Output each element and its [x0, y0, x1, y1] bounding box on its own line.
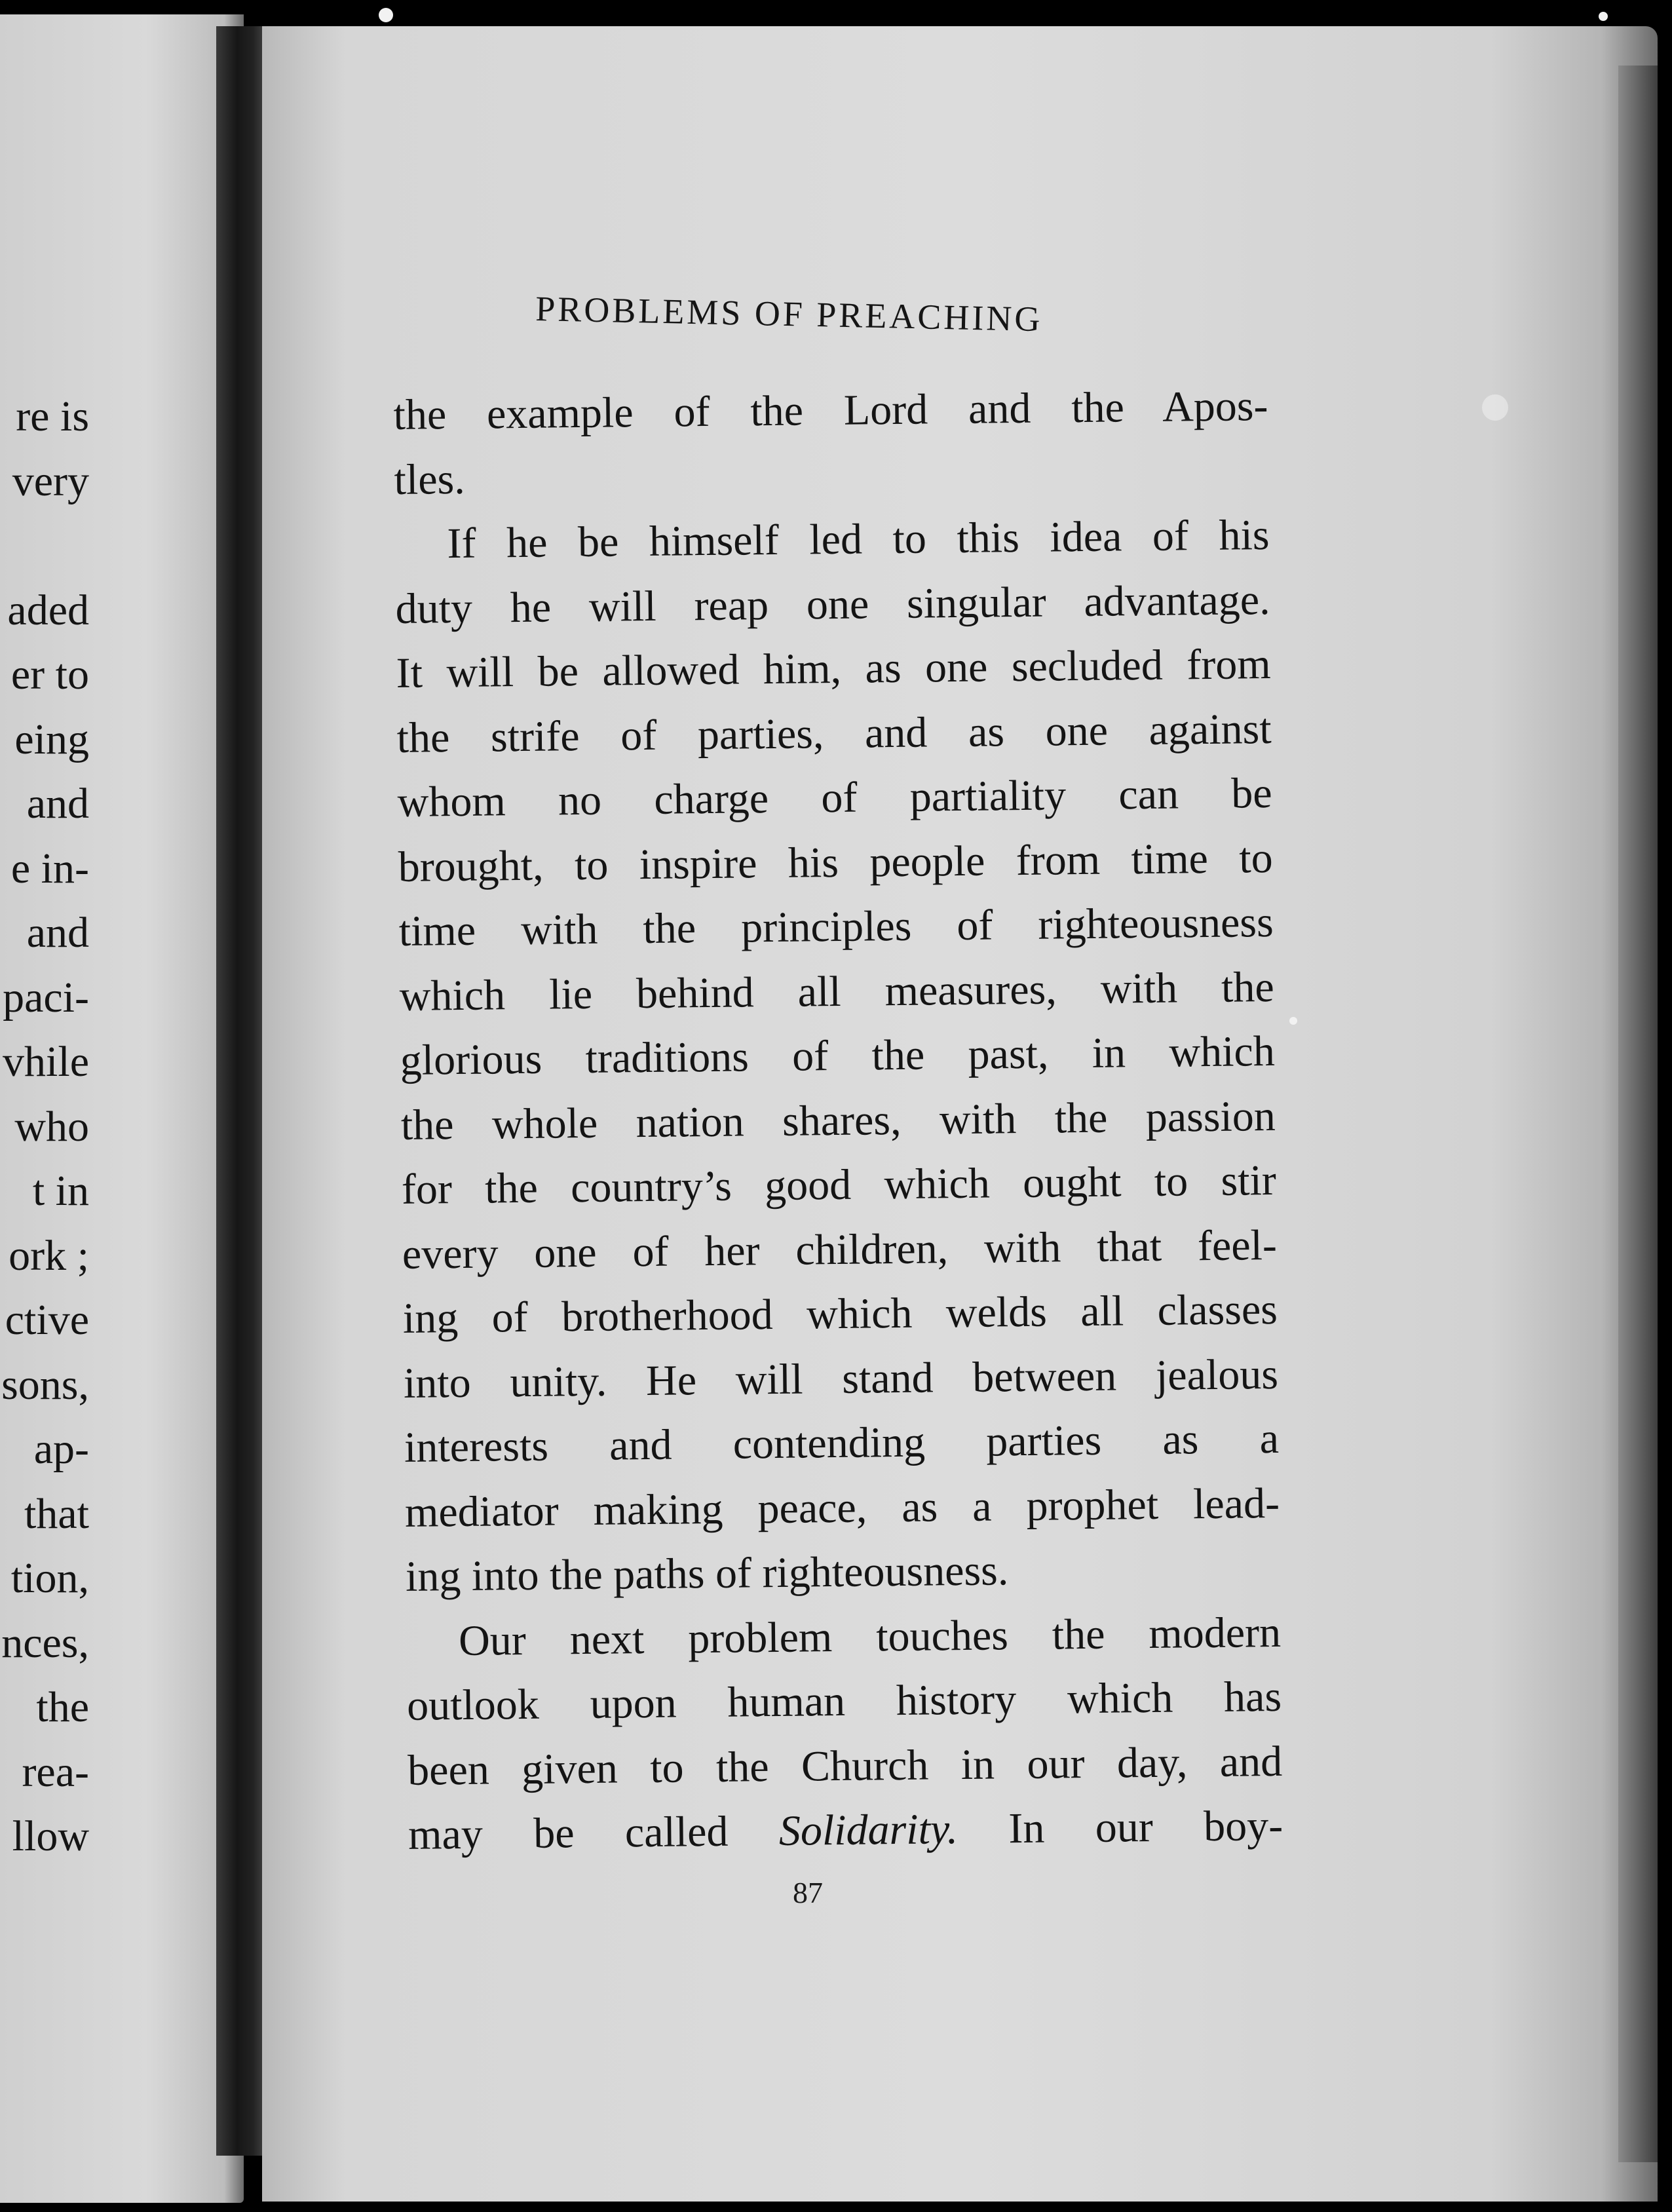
page-edge-shadow: [1618, 66, 1658, 2162]
text-line: interests and contending parties as a: [404, 1414, 1280, 1472]
text-line: the strife of parties, and as one against: [396, 704, 1272, 762]
text-line: every one of her children, with that feel-: [402, 1221, 1278, 1278]
text-run: In our boy-: [957, 1801, 1283, 1854]
body-text: [393, 374, 1283, 1867]
text-line: mediator making peace, as a prophet lead-: [404, 1479, 1280, 1536]
left-line: the: [36, 1683, 89, 1731]
left-line: who: [14, 1102, 89, 1151]
left-page-text: [0, 385, 89, 1869]
left-line: ap-: [33, 1425, 89, 1473]
text-line: tles.: [394, 455, 466, 504]
italic-term: Solidarity.: [778, 1805, 959, 1855]
left-line: tion,: [10, 1554, 89, 1602]
text-line: the example of the Lord and the Apos-: [393, 382, 1268, 439]
left-line: re is: [16, 392, 89, 440]
text-line: Our next problem touches the modern: [458, 1608, 1282, 1665]
left-line: aded: [7, 586, 89, 634]
left-facing-page: [0, 14, 244, 2203]
text-line: whom no charge of partiality can be: [397, 769, 1273, 826]
scan-speck: [1599, 12, 1608, 21]
left-line: and: [26, 780, 89, 828]
left-line: e in-: [10, 844, 89, 892]
left-line: eing: [14, 715, 89, 763]
book-gutter: [216, 26, 269, 2156]
running-head: PROBLEMS OF PREACHING: [535, 288, 1043, 339]
text-line: If he be himself led to this idea of his: [447, 511, 1270, 568]
left-line: and: [26, 909, 89, 957]
left-line: llow: [12, 1812, 89, 1860]
left-line: rea-: [22, 1747, 89, 1796]
left-line: [0, 514, 89, 579]
left-line: er to: [10, 651, 89, 698]
left-line: nces,: [1, 1618, 89, 1667]
left-line: sons,: [1, 1360, 89, 1409]
left-line: vhile: [3, 1038, 89, 1086]
text-line: ing into the paths of righteousness.: [405, 1546, 1009, 1601]
text-line: for the country’s good which ought to stir: [401, 1156, 1277, 1213]
left-line: paci-: [3, 973, 89, 1021]
text-line: duty he will reap one singular advantage.: [395, 575, 1270, 633]
left-line: ctive: [5, 1296, 89, 1344]
left-line: very: [12, 457, 89, 505]
scan-speck: [379, 8, 393, 22]
text-line-with-italic: [408, 1794, 1283, 1867]
scan-speck: [1289, 1017, 1297, 1025]
left-line: that: [24, 1489, 89, 1538]
page-number: 87: [793, 1876, 823, 1909]
scan-speck: [1482, 394, 1508, 421]
text-line: time with the principles of righteousness: [398, 898, 1274, 955]
text-line: glorious traditions of the past, in which: [400, 1027, 1276, 1084]
text-line: brought, to inspire his people from time to: [398, 833, 1274, 891]
text-line: It will be allowed him, as one secluded from: [396, 639, 1271, 697]
text-line: into unity. He will stand between jealous: [403, 1350, 1279, 1407]
text-line: the whole nation shares, with the passion: [400, 1092, 1276, 1149]
text-line: outlook upon human history which has: [406, 1672, 1282, 1730]
text-line: been given to the Church in our day, and: [407, 1737, 1283, 1795]
text-line: which lie behind all measures, with the: [399, 963, 1275, 1020]
text-line: ing of brotherhood which welds all classes: [402, 1285, 1278, 1343]
left-line: t in: [32, 1167, 89, 1215]
text-run: may be called: [408, 1806, 780, 1859]
left-line: ork ;: [9, 1231, 89, 1280]
